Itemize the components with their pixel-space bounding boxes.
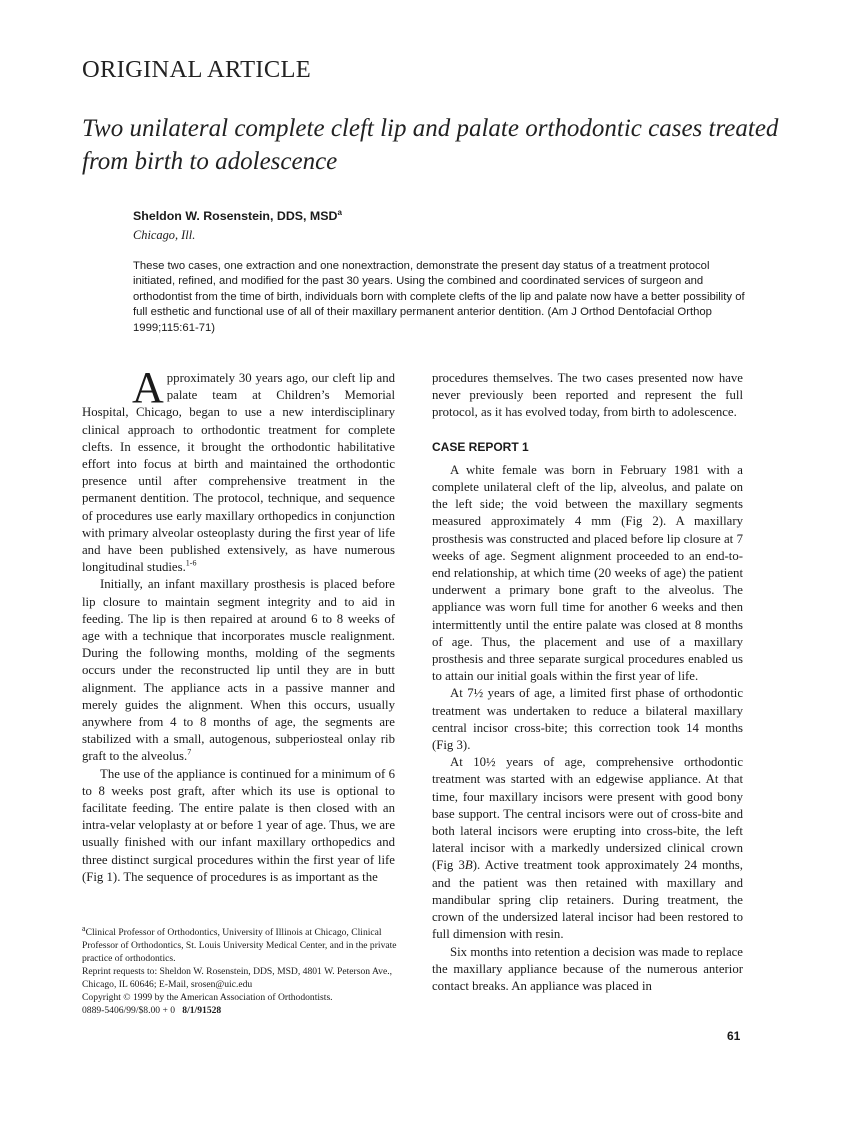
abstract-text: These two cases, one extraction and one nonextraction, demonstrate the present day status of a treatment protocol initiated, refined, and modified for the past 30 years. Using the combined and coordinated services of surgeon and orthodontist from the time of birth, individuals born with complete clefts of the lip and palate now have a better possibility of full esthetic and functional use of all of their maxillary permanent anterior dentition. (Am J Orthod Dentofacial Orthop 1999;115:61-71) bbox=[133, 260, 745, 334]
body-paragraph-3-continued: procedures themselves. The two cases presented now have never previously been reported and represent the full protocol, as it has evolved today, from birth to adolescence. bbox=[432, 371, 743, 420]
case-paragraph-2: At 7½ years of age, a limited first phase of orthodontic treatment was undertaken to reduce a bilateral maxillary central incisor cross-bite; this correction took 14 months (Fig 3). bbox=[432, 686, 743, 753]
footnotes bbox=[82, 923, 400, 1017]
body-paragraph-1-text: pproximately 30 years ago, our cleft lip and palate team at Children’s Memorial Hospital, Chicago, began to use a new interdisciplinary clinical approach to orthodontic treatment for complete clefts. In essence, it brought the orthodontic habilitative effort into focus at birth and maintained the orthodontic presence until after comprehensive treatment in the permanent dentition. The protocol, technique, and sequence of procedures use early maxillary orthopedics in conjunction with primary alveolar osteoplasty during the first year of life and have been published extensively, as have numerous longitudinal studies. bbox=[82, 371, 395, 575]
author-affiliation: Chicago, Ill. bbox=[133, 228, 196, 242]
article-title: Two unilateral complete cleft lip and palate orthodontic cases treated from birth to adolescence bbox=[82, 115, 779, 175]
footnote-reprint: Reprint requests to: Sheldon W. Rosenstein, DDS, MSD, 4801 W. Peterson Ave., Chicago, IL 60646; E-Mail, srosen@uic.edu bbox=[82, 966, 393, 990]
figure-panel-label: B bbox=[464, 858, 473, 873]
body-column-left bbox=[82, 363, 395, 886]
case-paragraph-1: A white female was born in February 1981 with a complete unilateral cleft of the lip, alveolus, and palate on the left side; the void between the maxillary segments measured approximately 4 mm (Fig 2). A maxillary prosthesis was constructed and placed before lip closure at 7 weeks of age. Segment alignment proceeded to an end-to-end relationship, at which time (20 weeks of age) the patient underwent a primary bone graft to the alveolus. The appliance was worn full time for another 6 weeks and then intermittently until the entire palate was closed at 8 months of age. Thus, the placement and use of a maxillary prosthesis and three separate surgical procedures enabled us to attain our initial goals within the first year of life. bbox=[432, 462, 743, 684]
case-paragraph-4: Six months into retention a decision was made to replace the maxillary appliance because of the numerous anterior contact breaks. An appliance was placed in bbox=[432, 944, 743, 993]
author-affiliation-marker: a bbox=[337, 207, 342, 217]
body-paragraph-1 bbox=[82, 363, 395, 576]
case-paragraph-3-text-a: At 10½ years of age, comprehensive orthodontic treatment was started with an edgewise appliance. At that time, four maxillary incisors were present with good bony base support. The central incisors were out of cross-bite and both lateral incisors were erupting into cross-bite, the left lateral incisor with a markedly undersized clinical crown (Fig 3 bbox=[432, 755, 743, 873]
body-paragraph-3: The use of the appliance is continued for a minimum of 6 to 8 weeks post graft, after which its use is optional to facilitate feeding. The entire palate is then closed with an intra-velar veloplasty at or before 1 year of age. Thus, we are usually finished with our infant maxillary orthopedics and three distinct surgical procedures within the first year of life (Fig 1). The sequence of procedures is as important as the bbox=[82, 766, 395, 884]
footnote-affiliation-text: Clinical Professor of Orthodontics, University of Illinois at Chicago, Clinical Professor of Orthodontics, St. Louis University Medical Center, and in the private practice of orthodontics. bbox=[82, 927, 397, 964]
case-report-heading: CASE REPORT 1 bbox=[432, 439, 529, 454]
body-paragraph-2 bbox=[82, 576, 395, 765]
section-label: ORIGINAL ARTICLE bbox=[82, 56, 312, 83]
body-paragraph-2-text: Initially, an infant maxillary prosthesis is placed before lip closure to maintain segment integrity and to aid in feeding. The lip is then repaired at around 6 to 8 weeks of age with a technique that incorporates muscle realignment. During the following months, molding of the segments occurs under the reconstructed lip until they are in butt alignment. The appliance acts in a passive manner and merely guides the alignment. When this occurs, usually anywhere from 4 to 8 months of age, the segments are stabilized with a small, autogenous, subperiosteal onlay rib graft to the alveolus. bbox=[82, 577, 395, 764]
footnote-doc-id: 8/1/91528 bbox=[182, 1005, 222, 1016]
reference-marker: 1-6 bbox=[185, 558, 197, 568]
footnote-identifier bbox=[82, 1004, 400, 1017]
case-paragraph-3 bbox=[432, 754, 743, 943]
footnote-marker: a bbox=[82, 923, 86, 933]
abstract bbox=[133, 259, 745, 336]
body-column-right bbox=[432, 370, 743, 995]
reference-marker: 7 bbox=[187, 748, 192, 758]
author-name-text: Sheldon W. Rosenstein, DDS, MSD bbox=[133, 209, 338, 223]
author-name bbox=[133, 209, 342, 223]
footnote-affiliation bbox=[82, 923, 400, 965]
footnote-copyright: Copyright © 1999 by the American Association of Orthodontists. bbox=[82, 992, 333, 1003]
page-number: 61 bbox=[727, 1029, 741, 1043]
footnote-issn: 0889-5406/99/$8.00 + 0 bbox=[82, 1005, 176, 1016]
drop-cap: A bbox=[132, 363, 164, 412]
case-paragraph-3-text-b: ). Active treatment took approximately 24 months, and the patient was then retained with maxillary and mandibular spring clip retainers. During treatment, the crown of the undersized lateral incisor had been restored to full dimension with resin. bbox=[432, 858, 743, 942]
